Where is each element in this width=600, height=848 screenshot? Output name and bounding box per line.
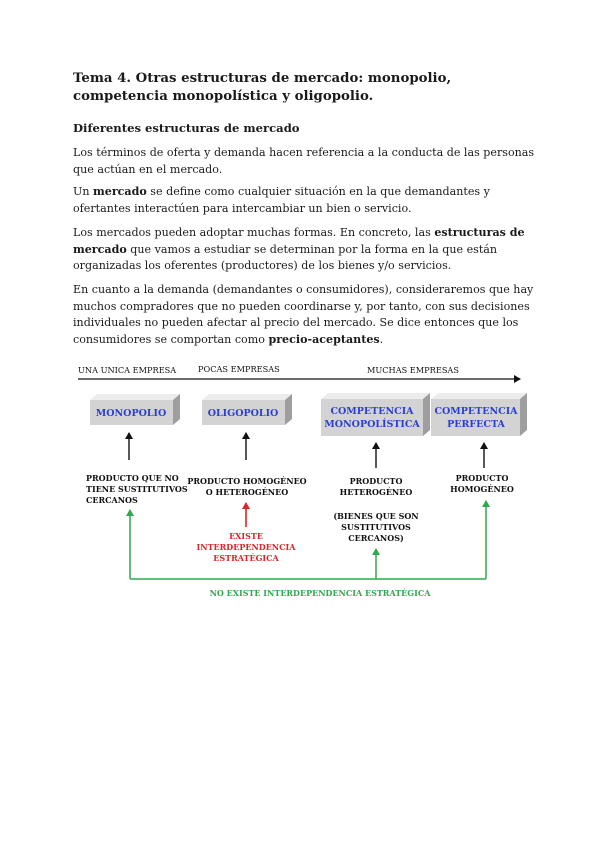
desc-comp-mono-note-1: (BIENES QUE SON	[333, 511, 419, 521]
box-comp-perf-line1: COMPETENCIA	[434, 406, 518, 417]
desc-monopolio-1: PRODUCTO QUE NO	[86, 473, 179, 483]
desc-comp-mono-2: HETEROGÉNEO	[339, 487, 413, 497]
box-comp-perf-line2: PERFECTA	[447, 419, 505, 430]
existe-2: INTERDEPENDENCIA	[196, 542, 296, 552]
no-existe-label: NO EXISTE INTERDEPENDENCIA ESTRATÉGICA	[209, 588, 431, 598]
desc-monopolio-2: TIENE SUSTITUTIVOS	[86, 484, 188, 494]
label-pocas-empresas: POCAS EMPRESAS	[198, 364, 280, 374]
term-mercado: mercado	[93, 185, 147, 198]
desc-oligopolio-1: PRODUCTO HOMOGÉNEO	[187, 476, 307, 486]
label-una-unica-empresa: UNA UNICA EMPRESA	[78, 365, 177, 375]
desc-comp-mono-note-3: CERCANOS)	[348, 533, 404, 543]
box-comp-mono-line2: MONOPOLÍSTICA	[324, 419, 420, 430]
paragraph-4: En cuanto a la demanda (demandantes o consumidores), consideraremos que hay muchos compradores que no pueden coordinarse y, por tanto, con sus decisiones individuales no pueden afectar al precio del mercado. Se dice entonces que los consumidores se comportan como precio-aceptantes.	[73, 283, 534, 346]
box-competencia-monopolistica	[321, 393, 430, 436]
desc-comp-mono-note-2: SUSTITUTIVOS	[341, 522, 411, 532]
desc-monopolio-3: CERCANOS	[86, 495, 138, 505]
paragraph-2: Un mercado se define como cualquier situación en la que demandantes y ofertantes interactúen para intercambiar un bien o servicio.	[73, 185, 490, 215]
box-monopolio	[90, 394, 180, 425]
existe-1: EXISTE	[229, 531, 263, 541]
existe-3: ESTRATÉGICA	[213, 553, 279, 563]
desc-comp-perf-1: PRODUCTO	[455, 473, 509, 483]
label-muchas-empresas: MUCHAS EMPRESAS	[367, 365, 459, 375]
desc-comp-mono-1: PRODUCTO	[349, 476, 403, 486]
term-estructuras: estructuras de mercado	[73, 226, 525, 256]
paragraph-3: Los mercados pueden adoptar muchas formas. En concreto, las estructuras de mercado que vamos a estudiar se determinan por la forma en la que están organizadas los oferentes (productores) de los bienes y/o servicios.	[73, 226, 525, 273]
box-oligopolio-label: OLIGOPOLIO	[207, 408, 279, 419]
section-heading: Diferentes estructuras de mercado	[73, 121, 300, 135]
desc-comp-perf-2: HOMOGÉNEO	[450, 484, 514, 494]
box-monopolio-label: MONOPOLIO	[95, 408, 167, 419]
box-competencia-perfecta	[431, 393, 527, 436]
paragraph-1: Los términos de oferta y demanda hacen referencia a la conducta de las personas que actúan en el mercado.	[73, 146, 535, 176]
box-comp-mono-line1: COMPETENCIA	[330, 406, 414, 417]
desc-oligopolio-2: O HETEROGÉNEO	[205, 487, 289, 497]
box-oligopolio	[202, 394, 292, 425]
market-structures-diagram	[0, 355, 600, 605]
page-title: Tema 4. Otras estructuras de mercado: monopolio, competencia monopolística y oligopolio.	[73, 71, 452, 104]
term-precio-aceptantes: precio-aceptantes	[268, 332, 380, 346]
